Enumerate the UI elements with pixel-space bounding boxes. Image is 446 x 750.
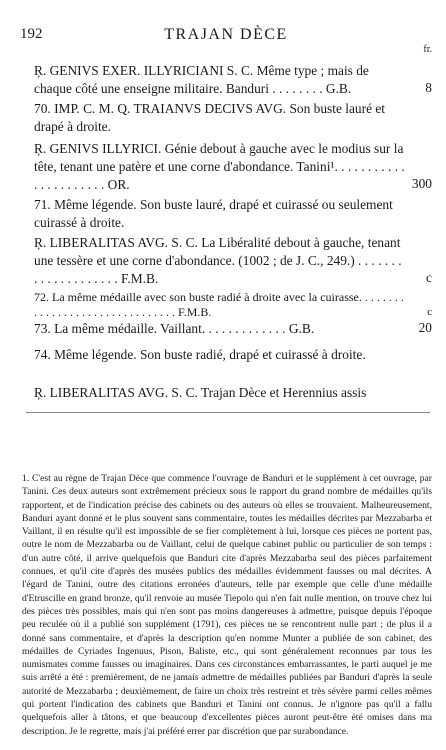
column-unit: fr.: [423, 44, 432, 55]
entry-value: 20: [418, 320, 432, 335]
entry: 71. Même légende. Son buste lauré, drapé et cuirassé ou seulement cuirassé à droite.: [34, 197, 393, 230]
page-header: [20, 26, 432, 55]
entry: Ŗ. GENIVS ILLYRICI. Génie debout à gauche avec le modius sur la tête, tenant une patère et une corne d'abondance. Tanini¹. . . . . . . . . . . . . . . . . . . . . . OR.: [34, 141, 405, 192]
footnote: 1. C'est au règne de Trajan Dèce que commence l'ouvrage de Banduri et le supplément à cet ouvrage, par Tanini. Ces deux auteurs sont extrêmement précieux sous le rapport du grand nombre de médailles qu'ils rapportent, et de l'indication précise des cabinets ou des auteurs où elles se trouvaient. Malheureusement, Banduri ayant donné et le plus souvent sans commentaire, toutes les médailles décrites par Mezzabarba et Vaillant, il en résulte qu'il est impossible de se fier complètement à lui, lorsque ces pièces ne portent pas, outre le nom de Mezzabarba ou de Vaillant, celui de quelque cabinet public ou particulier de son temps : d'un autre côté, il arrive quelquefois que Banduri cite d'après Mezzabarba seul des pièces parfaitement connues, et qu'il cite d'après des musées publics des médailles évidemment fausses ou mal décrites. A l'égard de Tanini, outre des citations erronées d'auteurs, telle par exemple que celle d'une médaille d'Etruscille en grand bronze, qu'il renvoie au musée Tiepolo qui n'en fait nulle mention, on trouve chez lui des pièces très possibles, mais qui n'en sont pas moins dangereuses à admettre, puisque depuis l'époque peu reculée où il a publié son supplément (1791), ces pièces ne se rencontrent nulle part ; de plus il a donné sans commentaire, et d'après la description qu'en nomme Munter a publiée de son cabinet, des médailles de Cyriades Ingenuus, Pison, Baliste, etc., qui sont généralement reconnues par tous les numismates comme fausses ou imaginaires. Dans ces circonstances embarrassantes, le parti auquel je me suis arrêté a été : premièrement, de ne jamais admettre de médailles publiées par Banduri d'après la seule autorité de Mezzabarba ; deuxièmement, de faire un choix très restreint et très sévère parmi celles mêmes qui portent l'indication des cabinets que Banduri et Tanini ont connus. Je n'ignore pas qu'il a fallu quelquefois aller à tâtons, et que beaucoup d'excellentes pièces auront peut-être été omises dans ma description. Je le regrette, mais j'ai préféré errer par discrétion que par surabondance.: [22, 473, 432, 737]
entry: Ŗ. LIBERALITAS AVG. S. C. La Libéralité debout à gauche, tenant une tessère et une corne d'abondance. (1002 ; de J. C., 249.) . . . . . . . . . . . . . . . . . . . . F.M.B.: [34, 235, 402, 286]
entry: 72. La même médaille avec son buste radié à droite avec la cuirasse. . . . . . . . . . . . . . . . . . . . . . . . . . . . . . . . F.M.B.: [34, 290, 404, 319]
page-number: 192: [20, 26, 43, 42]
entry: 74. Même légende. Son buste radié, drapé et cuirassé à droite.: [34, 347, 366, 362]
entry-value: c: [427, 306, 432, 318]
divider: [26, 412, 430, 413]
entry: Ŗ. GENIVS EXER. ILLYRICIANI S. C. Même type ; mais de chaque côté une enseigne militaire. Banduri . . . . . . . . G.B.: [34, 63, 369, 96]
entry-value: 8: [425, 80, 432, 95]
running-title: TRAJAN DÈCE: [164, 26, 288, 43]
entry: 73. La même médaille. Vaillant. . . . . . . . . . . . . G.B.: [34, 321, 315, 336]
entry-value: 300: [411, 176, 432, 191]
entry: Ŗ. LIBERALITAS AVG. S. C. Trajan Dèce et Herennius assis: [34, 385, 367, 400]
entry: 70. IMP. C. M. Q. TRAIANVS DECIVS AVG. Son buste lauré et drapé à droite.: [34, 101, 386, 134]
entry-value: c: [426, 270, 432, 285]
